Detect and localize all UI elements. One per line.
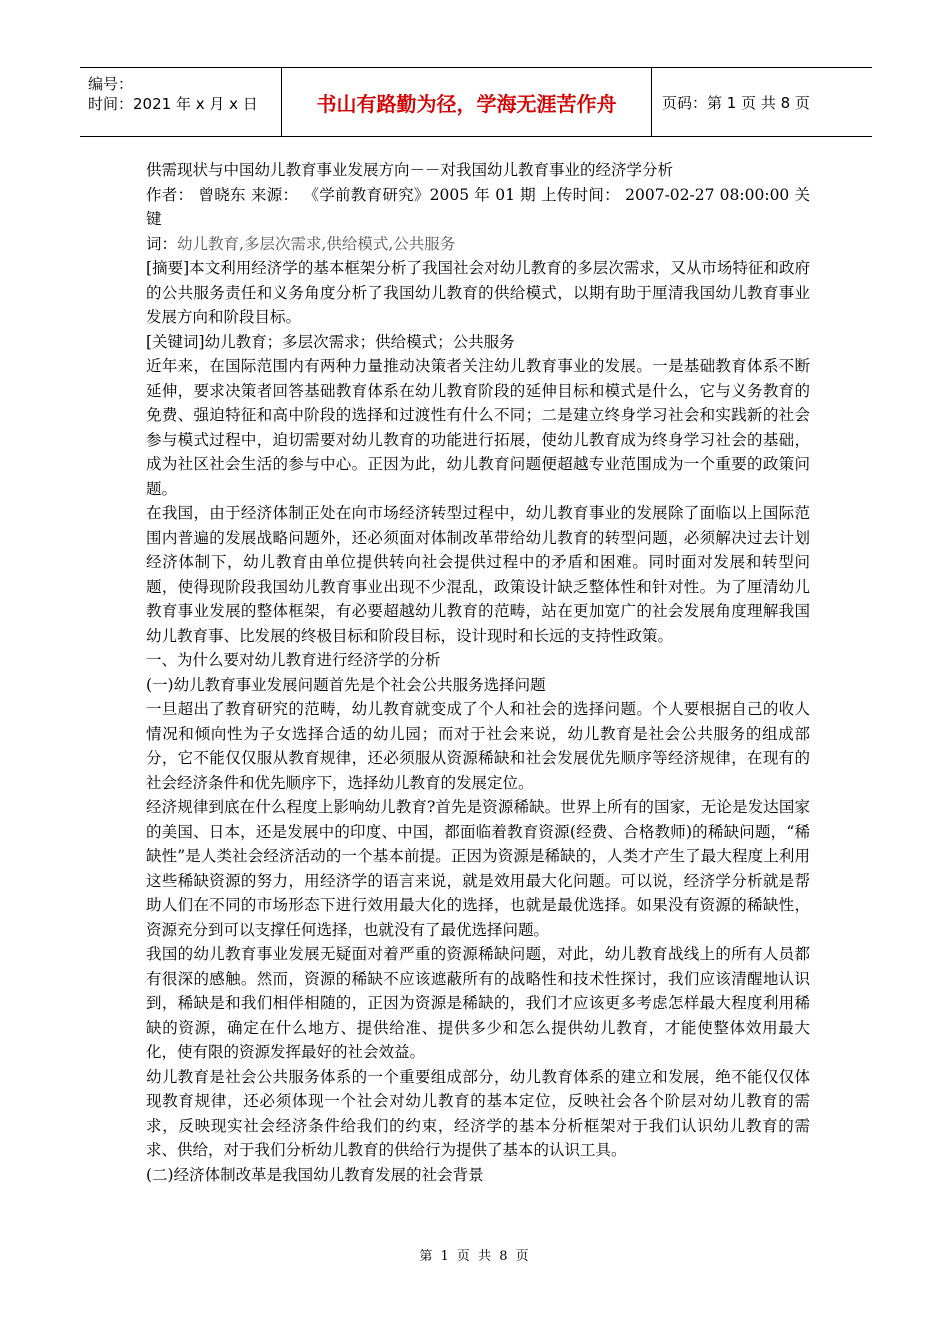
page-header: [80, 67, 872, 137]
keywords-paragraph: [关键词]幼儿教育；多层次需求；供给模式；公共服务: [146, 332, 515, 351]
body-paragraph-6: 幼儿教育是社会公共服务体系的一个重要组成部分，幼儿教育体系的建立和发展，绝不能仅仅体现教育规律，还必须体现一个社会对幼儿教育的基本定位，反映社会各个阶层对幼儿教育的需求，反映现实社会经济条件给我们的约束，经济学的基本分析框架对于我们认识幼儿教育的需求、供给，对于我们分析幼儿教育的供给行为提供了基本的认识工具。: [146, 1067, 810, 1159]
subsection-heading-2: (二)经济体制改革是我国幼儿教育发展的社会背景: [146, 1165, 484, 1184]
keyword-prefix: 词：: [146, 234, 178, 253]
subsection-heading-1: (一)幼儿教育事业发展问题首先是个社会公共服务选择问题: [146, 675, 546, 694]
abstract-paragraph: [摘要]本文利用经济学的基本框架分析了我国社会对幼儿教育的多层次需求，又从市场特征和政府的公共服务责任和义务角度分析了我国幼儿教育的供给模式，以期有助于厘清我国幼儿教育事业发展方向和阶段目标。: [146, 259, 810, 326]
body-paragraph-2: 在我国，由于经济体制正处在向市场经济转型过程中，幼儿教育事业的发展除了面临以上国际范围内普遍的发展战略问题外，还必须面对体制改革带给幼儿教育的转型问题，必须解决过去计划经济体制下，幼儿教育由单位提供转向社会提供过程中的矛盾和困难。同时面对发展和转型问题，使得现阶段我国幼儿教育事业出现不少混乱，政策设计缺乏整体性和针对性。为了厘清幼儿教育事业发展的整体框架，有必要超越幼儿教育的范畴，站在更加宽广的社会发展角度理解我国幼儿教育事、比发展的终极目标和阶段目标，设计现时和长远的支持性政策。: [146, 504, 810, 645]
header-motto-cell: [282, 68, 652, 136]
article-keyword-line: [146, 232, 810, 257]
document-number-label: 编号：: [88, 75, 134, 93]
header-motto: 书山有路勤为径，学海无涯苦作舟: [316, 91, 617, 116]
header-page-cell: [652, 68, 872, 136]
body-paragraph-4: 经济规律到底在什么程度上影响幼儿教育?首先是资源稀缺。世界上所有的国家，无论是发达国家的美国、日本，还是发展中的印度、中国，都面临着教育资源(经费、合格教师)的稀缺问题，“稀缺性”是人类社会经济活动的一个基本前提。正因为资源是稀缺的，人类才产生了最大程度上利用这些稀缺资源的努力，用经济学的语言来说，就是效用最大化问题。可以说，经济学分析就是帮助人们在不同的市场形态下进行效用最大化的选择，也就是最优选择。如果没有资源的稀缺性，资源充分到可以支撑任何选择，也就没有了最优选择问题。: [146, 798, 810, 939]
body-paragraph-5: 我国的幼儿教育事业发展无疑面对着严重的资源稀缺问题，对此，幼儿教育战线上的所有人员都有很深的感触。然而，资源的稀缺不应该遮蔽所有的战略性和技术性探讨，我们应该清醒地认识到，稀缺是和我们相伴相随的，正因为资源是稀缺的，我们才应该更多考虑怎样最大程度利用稀缺的资源，确定在什么地方、提供给准、提供多少和怎么提供幼儿教育，才能使整体效用最大化，使有限的资源发挥最好的社会效益。: [146, 945, 810, 1061]
article-title: 供需现状与中国幼儿教育事业发展方向－－对我国幼儿教育事业的经济学分析: [146, 161, 674, 179]
document-date: 时间：2021 年 x 月 x 日: [88, 95, 258, 113]
header-page-info: 页码：第 1 页 共 8 页: [662, 93, 810, 112]
body-paragraph-3: 一旦超出了教育研究的范畴，幼儿教育就变成了个人和社会的选择问题。个人要根据自己的收人情况和倾向性为子女选择合适的幼儿园；而对于社会来说，幼儿教育是社会公共服务的组成部分，它不能仅仅服从教育规律，还必须服从资源稀缺和社会发展优先顺序等经济规律，在现有的社会经济条件和优先顺序下，选择幼儿教育的发展定位。: [146, 700, 810, 792]
body-paragraph-1: 近年来，在国际范围内有两种力量推动决策者关注幼儿教育事业的发展。一是基础教育体系不断延伸，要求决策者回答基础教育体系在幼儿教育阶段的延伸目标和模式是什么，它与义务教育的免费、强迫特征和高中阶段的选择和过渡性有什么不同；二是建立终身学习社会和实践新的社会参与模式过程中，迫切需要对幼儿教育的功能进行拓展，使幼儿教育成为终身学习社会的基础，成为社区社会生活的参与中心。正因为此，幼儿教育问题便超越专业范围成为一个重要的政策问题。: [146, 357, 810, 498]
article-meta: 作者： 曾晓东 来源： 《学前教育研究》2005 年 01 期 上传时间： 2007-02-27 08:00:00 关键: [146, 185, 810, 228]
page-footer: 第 1 页 共 8 页: [419, 1249, 531, 1264]
section-heading-1: 一、为什么要对幼儿教育进行经济学的分析: [146, 651, 441, 669]
header-info-cell: [80, 68, 282, 136]
keyword-links[interactable]: 幼儿教育,多层次需求,供给模式,公共服务: [177, 234, 456, 253]
article-body: [146, 158, 810, 1187]
